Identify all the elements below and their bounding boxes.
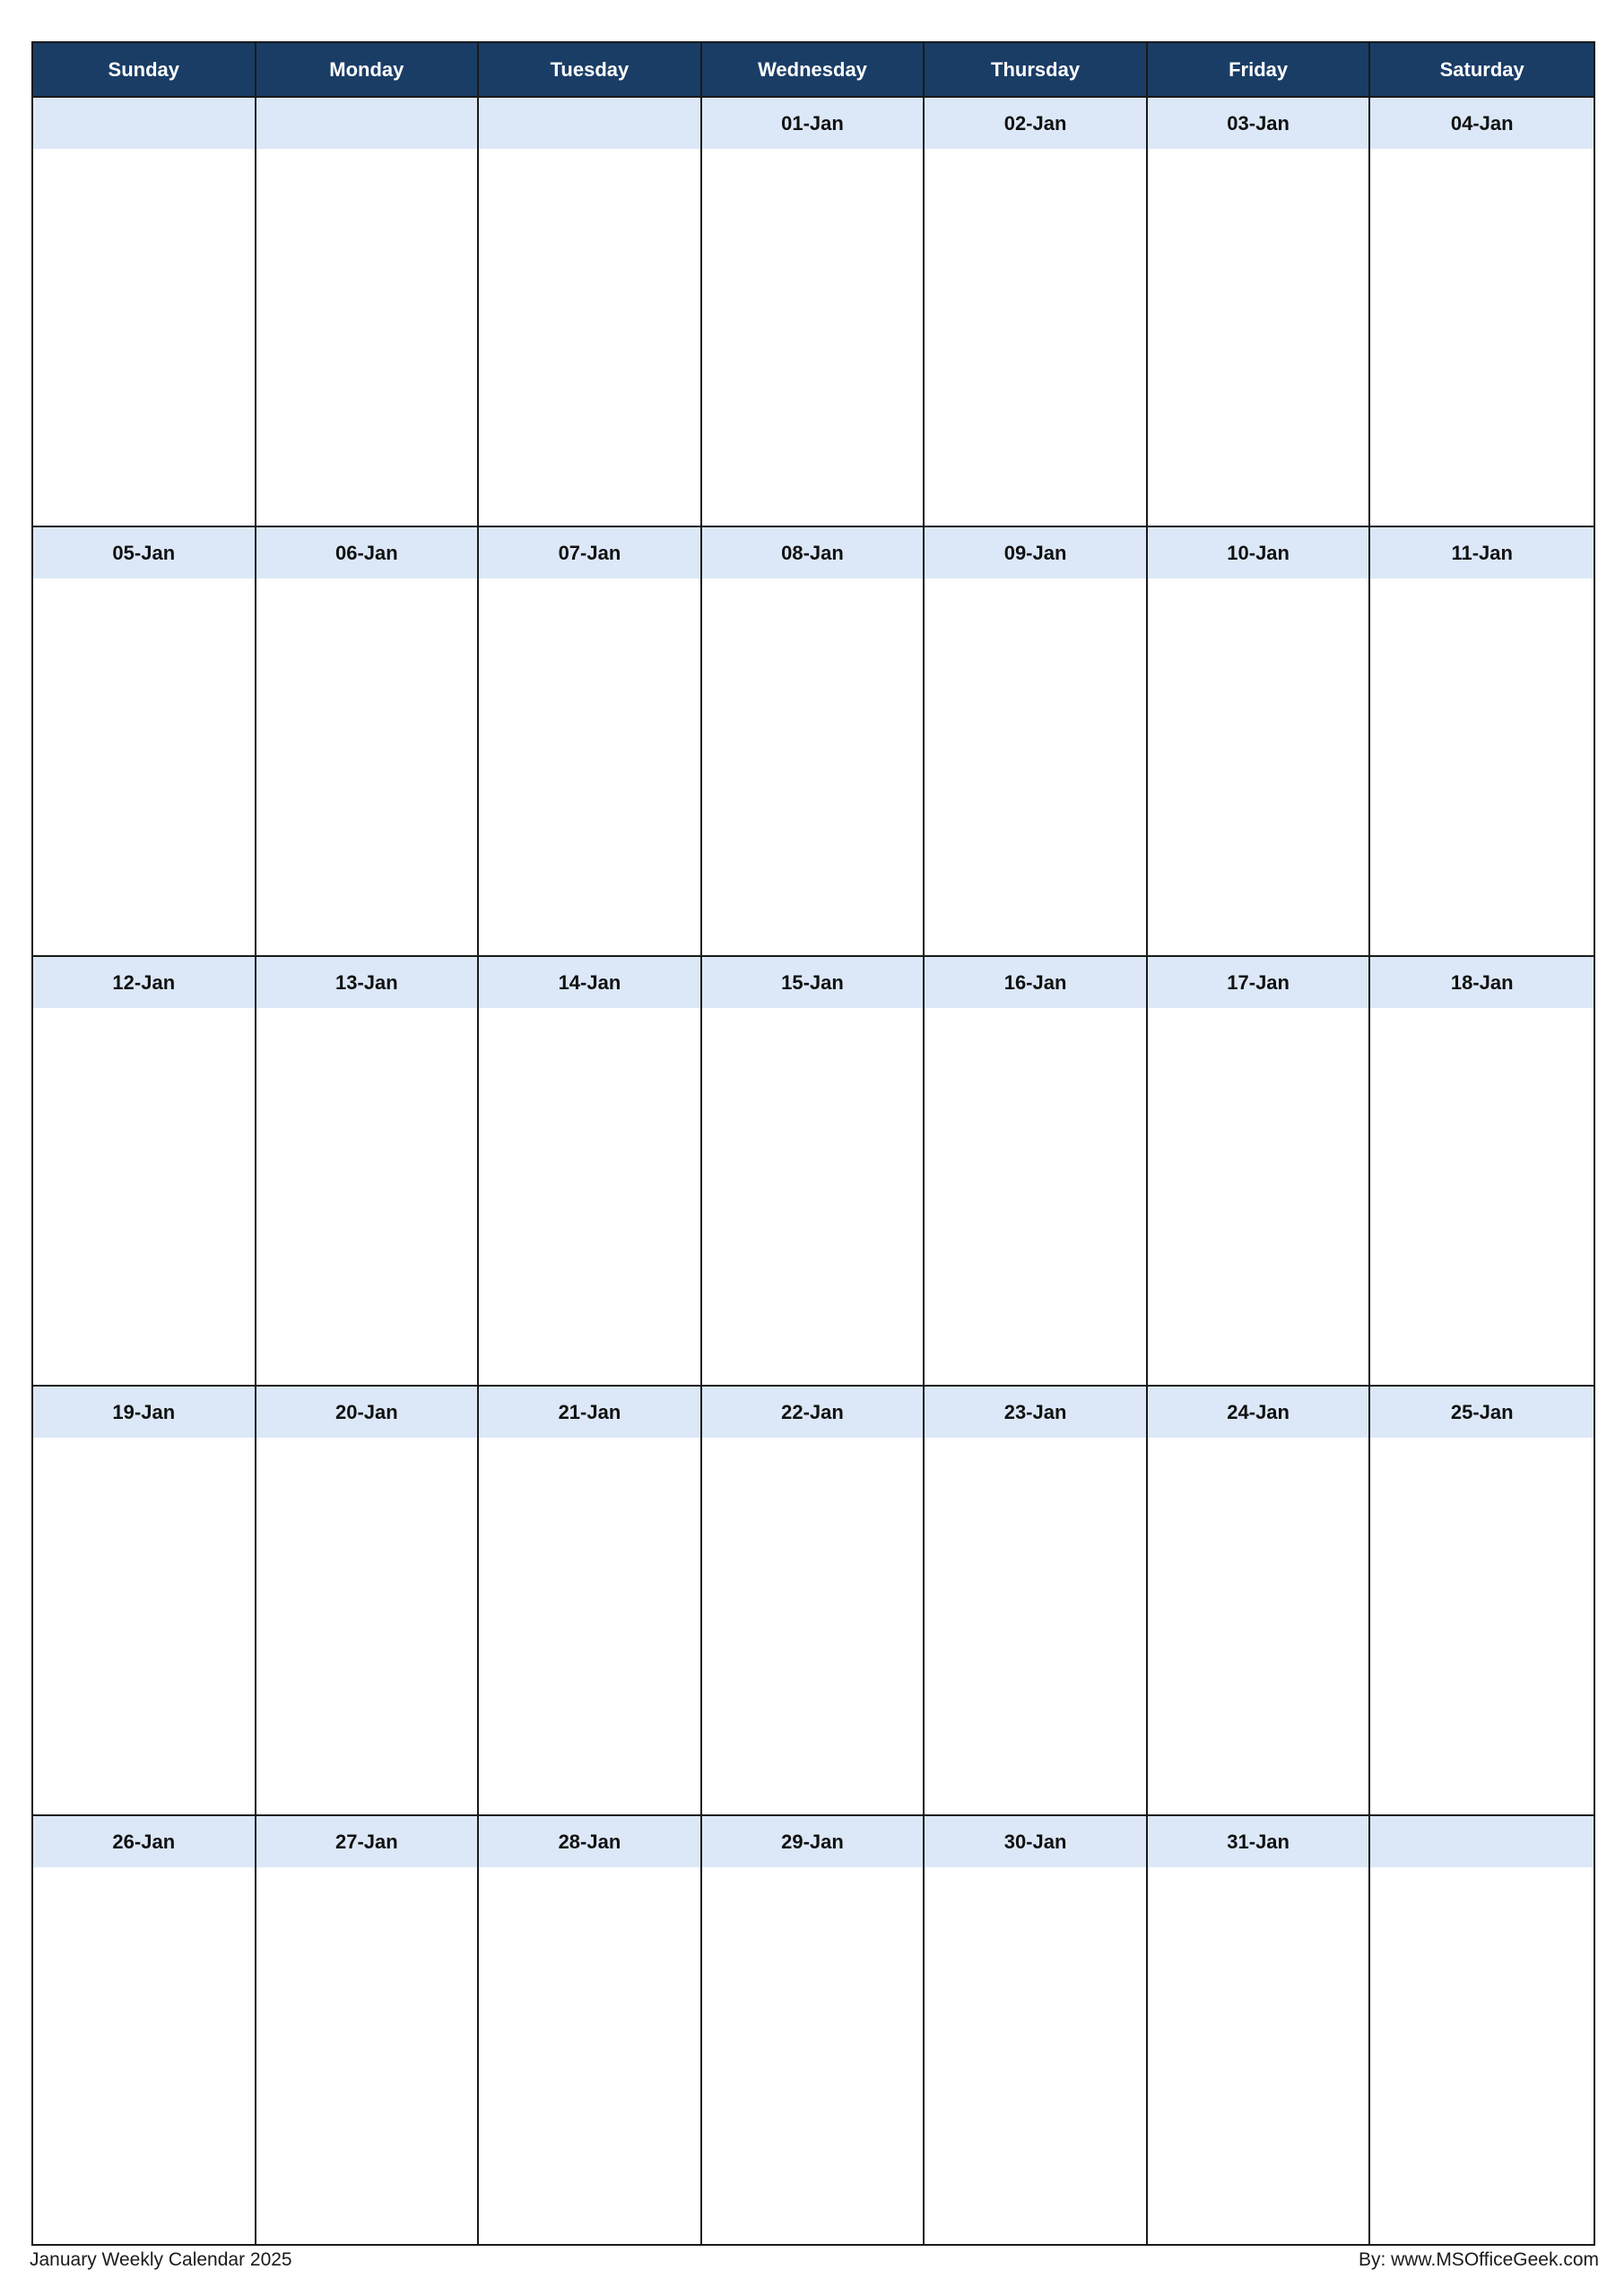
day-date-label: 28-Jan: [479, 1816, 700, 1867]
day-date-label: 02-Jan: [925, 98, 1146, 149]
day-notes-area[interactable]: [1370, 149, 1594, 526]
day-notes-area[interactable]: [702, 149, 924, 526]
day-cell[interactable]: [925, 1387, 1148, 1814]
day-notes-area[interactable]: [702, 578, 924, 955]
day-date-label: 12-Jan: [33, 957, 255, 1008]
day-date-label: 07-Jan: [479, 527, 700, 578]
day-date-label: 13-Jan: [256, 957, 478, 1008]
day-cell[interactable]: [33, 1387, 256, 1814]
weekday-header-row: [33, 43, 1594, 98]
day-cell[interactable]: [925, 957, 1148, 1385]
day-date-label: 25-Jan: [1370, 1387, 1594, 1438]
day-cell[interactable]: [33, 527, 256, 955]
day-notes-area[interactable]: [1148, 578, 1369, 955]
day-cell[interactable]: [256, 1816, 480, 2244]
day-date-label: 11-Jan: [1370, 527, 1594, 578]
day-cell[interactable]: [1148, 527, 1371, 955]
day-date-label: [33, 98, 255, 149]
day-date-label: 26-Jan: [33, 1816, 255, 1867]
day-date-label: 18-Jan: [1370, 957, 1594, 1008]
day-cell[interactable]: [256, 98, 480, 526]
weekday-header-wednesday: Wednesday: [702, 43, 925, 96]
day-cell[interactable]: [702, 1387, 925, 1814]
weekday-header-saturday: Saturday: [1439, 57, 1524, 81]
day-notes-area[interactable]: [1148, 1008, 1369, 1385]
day-notes-area[interactable]: [925, 1438, 1146, 1814]
footer-title: January Weekly Calendar 2025: [30, 2249, 292, 2270]
day-cell[interactable]: [479, 1816, 702, 2244]
day-notes-area[interactable]: [256, 1867, 478, 2244]
day-cell[interactable]: [479, 1387, 702, 1814]
day-cell[interactable]: [925, 527, 1148, 955]
day-date-label: 03-Jan: [1148, 98, 1369, 149]
weekday-header-friday: Friday: [1148, 43, 1371, 96]
day-notes-area[interactable]: [256, 1008, 478, 1385]
day-notes-area[interactable]: [925, 578, 1146, 955]
day-date-label: 15-Jan: [702, 957, 924, 1008]
calendar-grid: [31, 41, 1595, 2246]
day-notes-area[interactable]: [1370, 1008, 1594, 1385]
day-date-label: [479, 98, 700, 149]
day-date-label: 31-Jan: [1148, 1816, 1369, 1867]
day-date-label: 14-Jan: [479, 957, 700, 1008]
day-date-label: 16-Jan: [925, 957, 1146, 1008]
day-date-label: 29-Jan: [702, 1816, 924, 1867]
day-cell[interactable]: [479, 957, 702, 1385]
day-notes-area[interactable]: [1370, 578, 1594, 955]
day-date-label: 20-Jan: [256, 1387, 478, 1438]
day-cell[interactable]: [702, 1816, 925, 2244]
day-notes-area[interactable]: [256, 578, 478, 955]
day-cell[interactable]: [1370, 1387, 1594, 1814]
day-cell[interactable]: [479, 527, 702, 955]
day-notes-area[interactable]: [1370, 1438, 1594, 1814]
day-cell[interactable]: [1148, 1816, 1371, 2244]
day-date-label: 17-Jan: [1148, 957, 1369, 1008]
weekday-header-thursday: Thursday: [925, 43, 1148, 96]
week-row-5: [33, 1816, 1594, 2244]
day-date-label: 19-Jan: [33, 1387, 255, 1438]
day-date-label: 08-Jan: [702, 527, 924, 578]
day-notes-area[interactable]: [256, 1438, 478, 1814]
day-date-label: 24-Jan: [1148, 1387, 1369, 1438]
day-date-label: [256, 98, 478, 149]
week-row-4: [33, 1387, 1594, 1816]
day-cell[interactable]: [256, 527, 480, 955]
day-cell[interactable]: [256, 1387, 480, 1814]
footer-credit: By: www.MSOfficeGeek.com: [1358, 2249, 1599, 2270]
day-date-label: 30-Jan: [925, 1816, 1146, 1867]
day-notes-area[interactable]: [33, 1867, 255, 2244]
day-notes-area[interactable]: [33, 578, 255, 955]
day-notes-area[interactable]: [925, 149, 1146, 526]
day-notes-area[interactable]: [479, 578, 700, 955]
day-notes-area[interactable]: [925, 1008, 1146, 1385]
day-date-label: 05-Jan: [33, 527, 255, 578]
day-cell[interactable]: [33, 1816, 256, 2244]
day-cell[interactable]: [925, 98, 1148, 526]
day-notes-area[interactable]: [702, 1867, 924, 2244]
day-notes-area[interactable]: [33, 1438, 255, 1814]
week-row-2: [33, 527, 1594, 957]
day-cell[interactable]: [479, 98, 702, 526]
day-notes-area[interactable]: [925, 1867, 1146, 2244]
day-cell[interactable]: [1370, 957, 1594, 1385]
day-notes-area[interactable]: [1148, 1438, 1369, 1814]
day-cell[interactable]: [1370, 1816, 1594, 2244]
day-date-label: 06-Jan: [256, 527, 478, 578]
day-date-label: [1370, 1816, 1594, 1867]
day-notes-area[interactable]: [1148, 149, 1369, 526]
day-notes-area[interactable]: [1148, 1867, 1369, 2244]
day-cell[interactable]: [925, 1816, 1148, 2244]
day-notes-area[interactable]: [702, 1438, 924, 1814]
day-date-label: 10-Jan: [1148, 527, 1369, 578]
day-notes-area[interactable]: [479, 149, 700, 526]
day-date-label: 23-Jan: [925, 1387, 1146, 1438]
day-cell[interactable]: [256, 957, 480, 1385]
day-notes-area[interactable]: [702, 1008, 924, 1385]
day-notes-area[interactable]: [33, 149, 255, 526]
day-notes-area[interactable]: [33, 1008, 255, 1385]
day-notes-area[interactable]: [479, 1867, 700, 2244]
day-date-label: 04-Jan: [1370, 98, 1594, 149]
day-cell[interactable]: [1370, 98, 1594, 526]
day-date-label: 21-Jan: [479, 1387, 700, 1438]
day-cell[interactable]: [33, 98, 256, 526]
day-cell[interactable]: [702, 957, 925, 1385]
weekday-header-sunday: Sunday: [33, 43, 256, 96]
day-cell[interactable]: [702, 527, 925, 955]
day-notes-area[interactable]: [479, 1008, 700, 1385]
day-date-label: 22-Jan: [702, 1387, 924, 1438]
page-footer: [30, 2249, 1599, 2271]
weekday-header-monday: Monday: [256, 43, 480, 96]
day-cell[interactable]: [33, 957, 256, 1385]
day-cell[interactable]: [1148, 957, 1371, 1385]
week-row-1: [33, 98, 1594, 527]
day-cell[interactable]: [1148, 1387, 1371, 1814]
day-cell[interactable]: [702, 98, 925, 526]
day-notes-area[interactable]: [479, 1438, 700, 1814]
day-cell[interactable]: [1148, 98, 1371, 526]
weekday-header-tuesday: Tuesday: [479, 43, 702, 96]
day-date-label: 27-Jan: [256, 1816, 478, 1867]
day-cell[interactable]: [1370, 527, 1594, 955]
week-row-3: [33, 957, 1594, 1387]
day-notes-area[interactable]: [256, 149, 478, 526]
day-date-label: 01-Jan: [702, 98, 924, 149]
day-date-label: 09-Jan: [925, 527, 1146, 578]
day-notes-area[interactable]: [1370, 1867, 1594, 2244]
